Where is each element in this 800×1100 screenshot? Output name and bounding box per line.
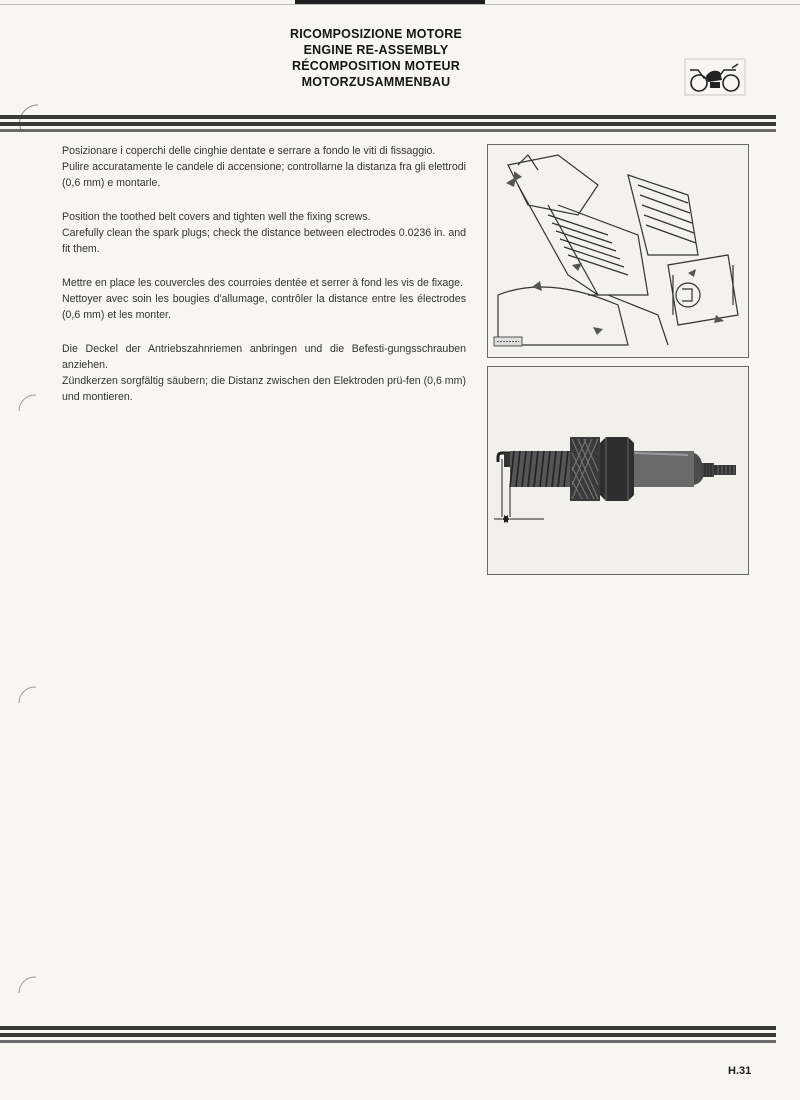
binder-hole-mark — [16, 393, 38, 415]
paragraph-english: Position the toothed belt covers and tighten well the fixing screws. Carefully clean the spark plugs; check the distance between electrodes 0.0236 in. and fit them. — [62, 211, 466, 255]
page-number: H.31 — [728, 1065, 752, 1077]
title-german: MOTORZUSAMMENBAU — [301, 75, 451, 89]
motorcycle-logo-icon — [684, 58, 746, 96]
binder-hole-mark — [16, 975, 38, 997]
title-english: ENGINE RE-ASSEMBLY — [303, 43, 449, 57]
header-divider — [0, 115, 776, 132]
binder-hole-mark — [16, 685, 38, 707]
engine-belt-covers-figure — [487, 144, 749, 358]
paragraph-french: Mettre en place les couvercles des courroies dentée et serrer à fond les vis de fixage. Nettoyer avec soin les bougies d'allumage, contrôler la distance entre les électrodes (0,6 mm) et les monter. — [62, 277, 466, 321]
paragraph-italian: Posizionare i coperchi delle cinghie dentate e serrare a fondo le viti di fissaggio. Pulire accuratamente le candele di accensione; controllarne la distanza fra gli elettrodi (0,6 mm) e montarle. — [62, 145, 466, 189]
title-french: RÉCOMPOSITION MOTEUR — [292, 59, 460, 73]
top-edge-line — [0, 4, 800, 5]
instructions-text — [62, 143, 466, 423]
paragraph-german: Die Deckel der Antriebszahnriemen anbringen und die Befesti-gungsschrauben anziehen. Zündkerzen sorgfältig säubern; die Distanz zwischen den Elektroden prü-fen (0,6 mm) und montieren. — [62, 343, 466, 403]
spark-plug-figure — [487, 366, 749, 575]
title-italian: RICOMPOSIZIONE MOTORE — [289, 27, 463, 41]
page-title — [250, 26, 502, 90]
engine-belt-covers-illustration — [488, 145, 748, 357]
spark-plug-gap-illustration — [488, 367, 748, 574]
footer-divider — [0, 1026, 776, 1043]
